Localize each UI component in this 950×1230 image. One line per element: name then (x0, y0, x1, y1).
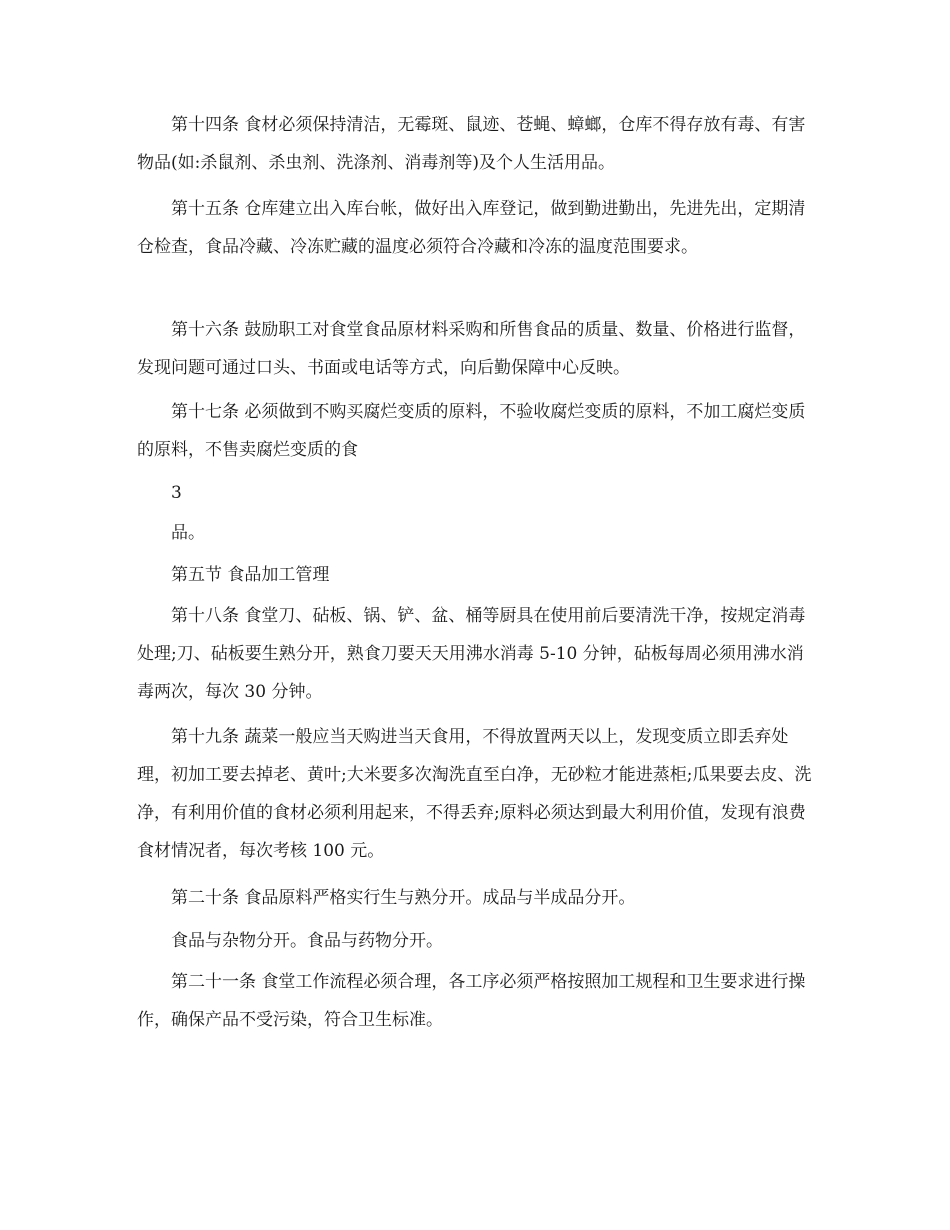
article-20-continued: 食品与杂物分开。食品与药物分开。 (171, 931, 443, 951)
article-20: 第二十条 食品原料严格实行生与熟分开。成品与半成品分开。 (171, 888, 636, 908)
continuation-text: 品。 (171, 523, 205, 543)
article-16: 第十六条 鼓励职工对食堂食品原材料采购和所售食品的质量、数量、价格进行监督，发现问题可通过口头、书面或电话等方式，向后勤保障中心反映。 (137, 320, 806, 378)
article-14: 第十四条 食材必须保持清洁，无霉斑、鼠迹、苍蝇、蟑螂，仓库不得存放有毒、有害物品(如:杀鼠剂、杀虫剂、洗涤剂、消毒剂等)及个人生活用品。 (137, 115, 806, 173)
article-21: 第二十一条 食堂工作流程必须合理，各工序必须严格按照加工规程和卫生要求进行操作，确保产品不受污染，符合卫生标准。 (137, 972, 806, 1030)
section-title: 第五节 食品加工管理 (171, 565, 330, 585)
article-15: 第十五条 仓库建立出入库台帐，做好出入库登记，做到勤进勤出，先进先出，定期清仓检查，食品冷藏、冷冻贮藏的温度必须符合冷藏和冷冻的温度范围要求。 (137, 199, 806, 257)
article-17: 第十七条 必须做到不购买腐烂变质的原料，不验收腐烂变质的原料，不加工腐烂变质的原料，不售卖腐烂变质的食 (137, 402, 806, 460)
page-number: 3 (171, 483, 182, 503)
article-18: 第十八条 食堂刀、砧板、锅、铲、盆、桶等厨具在使用前后要清洗干净，按规定消毒处理;刀、砧板要生熟分开，熟食刀要天天用沸水消毒 5-10 分钟，砧板每周必须用沸水消毒两次，每次 30 分钟。 (137, 606, 806, 702)
article-19: 第十九条 蔬菜一般应当天购进当天食用，不得放置两天以上，发现变质立即丢弃处理，初加工要去掉老、黄叶;大米要多次淘洗直至白净，无砂粒才能进蒸柜;瓜果要去皮、洗净，有利用价值的食材必须利用起来，不得丢弃;原料必须达到最大利用价值，发现有浪费食材情况者，每次考核 100 元。 (137, 727, 812, 861)
